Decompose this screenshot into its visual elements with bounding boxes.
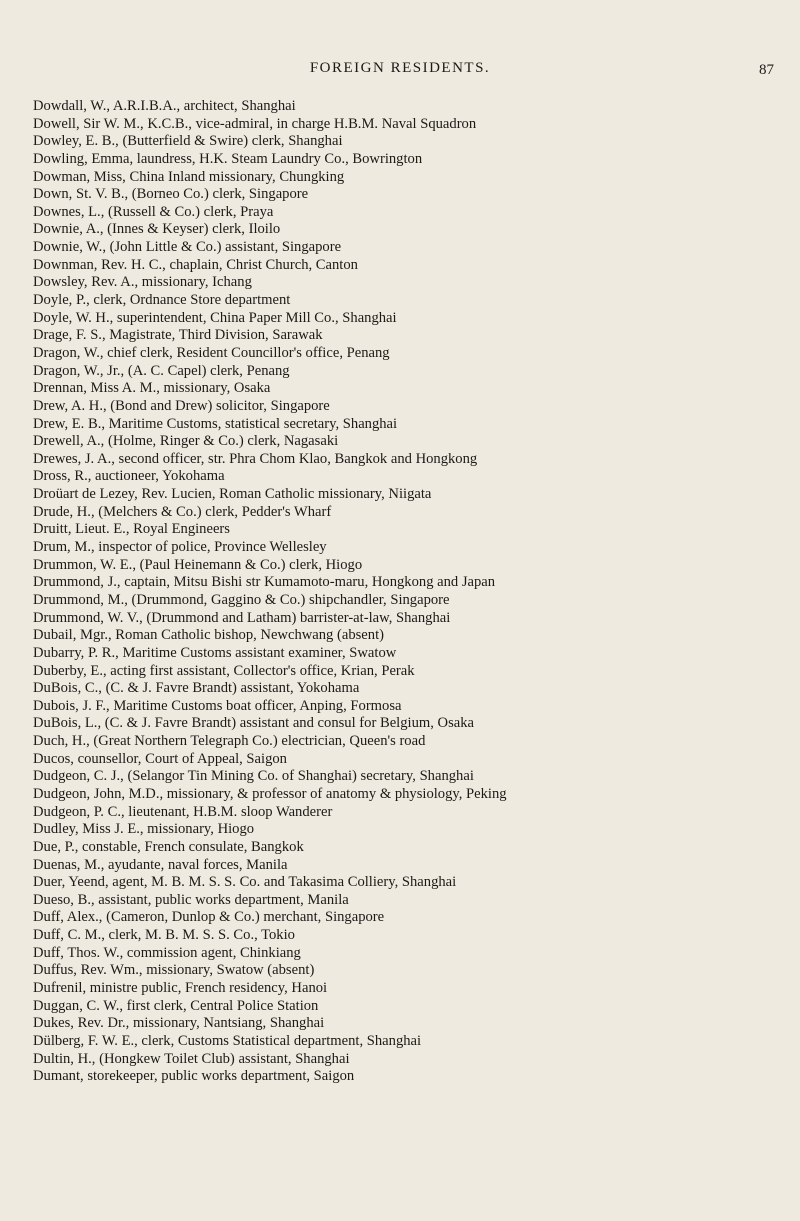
resident-entry: DuBois, L., (C. & J. Favre Brandt) assistant and consul for Belgium, Osaka: [33, 715, 474, 732]
resident-entry: Dudgeon, C. J., (Selangor Tin Mining Co. of Shanghai) secretary, Shanghai: [33, 768, 474, 785]
resident-entry: Dudgeon, John, M.D., missionary, & professor of anatomy & physiology, Peking: [33, 785, 507, 802]
resident-entry: Downman, Rev. H. C., chaplain, Christ Church, Canton: [33, 256, 358, 273]
resident-entry: DuBois, C., (C. & J. Favre Brandt) assistant, Yokohama: [33, 680, 360, 697]
resident-entry: Down, St. V. B., (Borneo Co.) clerk, Singapore: [33, 186, 309, 203]
resident-entry: Dueso, B., assistant, public works department, Manila: [33, 891, 349, 908]
resident-entry: Dubois, J. F., Maritime Customs boat officer, Anping, Formosa: [33, 697, 402, 714]
resident-entry: Drew, E. B., Maritime Customs, statistical secretary, Shanghai: [33, 415, 398, 432]
resident-entry: Ducos, counsellor, Court of Appeal, Saigon: [33, 750, 287, 767]
resident-entry: Doyle, W. H., superintendent, China Paper Mill Co., Shanghai: [33, 309, 397, 326]
page-header: [0, 60, 800, 84]
resident-entry: Drummond, M., (Drummond, Gaggino & Co.) shipchandler, Singapore: [33, 591, 450, 608]
resident-entry: Duffus, Rev. Wm., missionary, Swatow (absent): [33, 962, 315, 979]
resident-entry: Dowling, Emma, laundress, H.K. Steam Laundry Co., Bowrington: [33, 150, 423, 167]
resident-entry: Dülberg, F. W. E., clerk, Customs Statistical department, Shanghai: [33, 1032, 422, 1049]
page-number: 87: [759, 62, 774, 78]
resident-entry: Drummond, J., captain, Mitsu Bishi str Kumamoto-maru, Hongkong and Japan: [33, 574, 496, 591]
resident-entry: Dross, R., auctioneer, Yokohama: [33, 468, 225, 485]
resident-entry: Dubarry, P. R., Maritime Customs assistant examiner, Swatow: [33, 644, 397, 661]
resident-entry: Dowman, Miss, China Inland missionary, Chungking: [33, 168, 345, 185]
resident-entry: Dragon, W., Jr., (A. C. Capel) clerk, Penang: [33, 362, 290, 379]
resident-entry: Drummon, W. E., (Paul Heinemann & Co.) clerk, Hiogo: [33, 556, 363, 573]
resident-entry: Dowell, Sir W. M., K.C.B., vice-admiral, in charge H.B.M. Naval Squadron: [33, 115, 477, 132]
resident-entry: Duff, C. M., clerk, M. B. M. S. S. Co., Tokio: [33, 927, 295, 944]
resident-entry: Duggan, C. W., first clerk, Central Police Station: [33, 997, 319, 1014]
resident-entry: Dubail, Mgr., Roman Catholic bishop, Newchwang (absent): [33, 627, 384, 644]
resident-entry: Dowsley, Rev. A., missionary, Ichang: [33, 274, 252, 291]
resident-entry: Drewell, A., (Holme, Ringer & Co.) clerk, Nagasaki: [33, 433, 339, 450]
resident-entry: Due, P., constable, French consulate, Bangkok: [33, 838, 304, 855]
resident-entry: Dufrenil, ministre public, French residency, Hanoi: [33, 980, 328, 997]
resident-entry: Duch, H., (Great Northern Telegraph Co.) electrician, Queen's road: [33, 733, 426, 750]
resident-entry: Dudgeon, P. C., lieutenant, H.B.M. sloop Wanderer: [33, 803, 333, 820]
resident-entry: Dowdall, W., A.R.I.B.A., architect, Shanghai: [33, 98, 296, 114]
resident-entry: Doyle, P., clerk, Ordnance Store department: [33, 292, 291, 309]
resident-entry: Dukes, Rev. Dr., missionary, Nantsiang, Shanghai: [33, 1015, 325, 1032]
resident-entry: Drage, F. S., Magistrate, Third Division, Sarawak: [33, 327, 323, 344]
resident-entry: Duenas, M., ayudante, naval forces, Manila: [33, 856, 288, 873]
resident-entry-list: [33, 98, 782, 1086]
resident-entry: Drum, M., inspector of police, Province Wellesley: [33, 539, 327, 556]
resident-entry: Duberby, E., acting first assistant, Collector's office, Krian, Perak: [33, 662, 415, 679]
resident-entry: Downie, W., (John Little & Co.) assistant, Singapore: [33, 239, 342, 256]
resident-entry: Droüart de Lezey, Rev. Lucien, Roman Catholic missionary, Niigata: [33, 486, 432, 503]
resident-entry: Duff, Alex., (Cameron, Dunlop & Co.) merchant, Singapore: [33, 909, 385, 926]
resident-entry: Drummond, W. V., (Drummond and Latham) barrister-at-law, Shanghai: [33, 609, 451, 626]
resident-entry: Druitt, Lieut. E., Royal Engineers: [33, 521, 230, 538]
resident-entry: Drude, H., (Melchers & Co.) clerk, Pedder's Wharf: [33, 503, 332, 520]
resident-entry: Dumant, storekeeper, public works department, Saigon: [33, 1068, 355, 1085]
resident-entry: Drewes, J. A., second officer, str. Phra Chom Klao, Bangkok and Hongkong: [33, 450, 478, 467]
resident-entry: Duer, Yeend, agent, M. B. M. S. S. Co. and Takasima Colliery, Shanghai: [33, 874, 457, 891]
resident-entry: Duff, Thos. W., commission agent, Chinkiang: [33, 944, 301, 961]
resident-entry: Downes, L., (Russell & Co.) clerk, Praya: [33, 203, 274, 220]
resident-entry: Dudley, Miss J. E., missionary, Hiogo: [33, 821, 255, 838]
resident-entry: Drew, A. H., (Bond and Drew) solicitor, Singapore: [33, 397, 330, 414]
resident-entry: Dultin, H., (Hongkew Toilet Club) assistant, Shanghai: [33, 1050, 350, 1067]
running-head: FOREIGN RESIDENTS.: [309, 60, 491, 76]
resident-entry: Downie, A., (Innes & Keyser) clerk, Iloilo: [33, 221, 281, 238]
resident-entry: Dowley, E. B., (Butterfield & Swire) clerk, Shanghai: [33, 133, 343, 150]
resident-entry: Drennan, Miss A. M., missionary, Osaka: [33, 380, 271, 397]
resident-entry: Dragon, W., chief clerk, Resident Councillor's office, Penang: [33, 344, 390, 361]
